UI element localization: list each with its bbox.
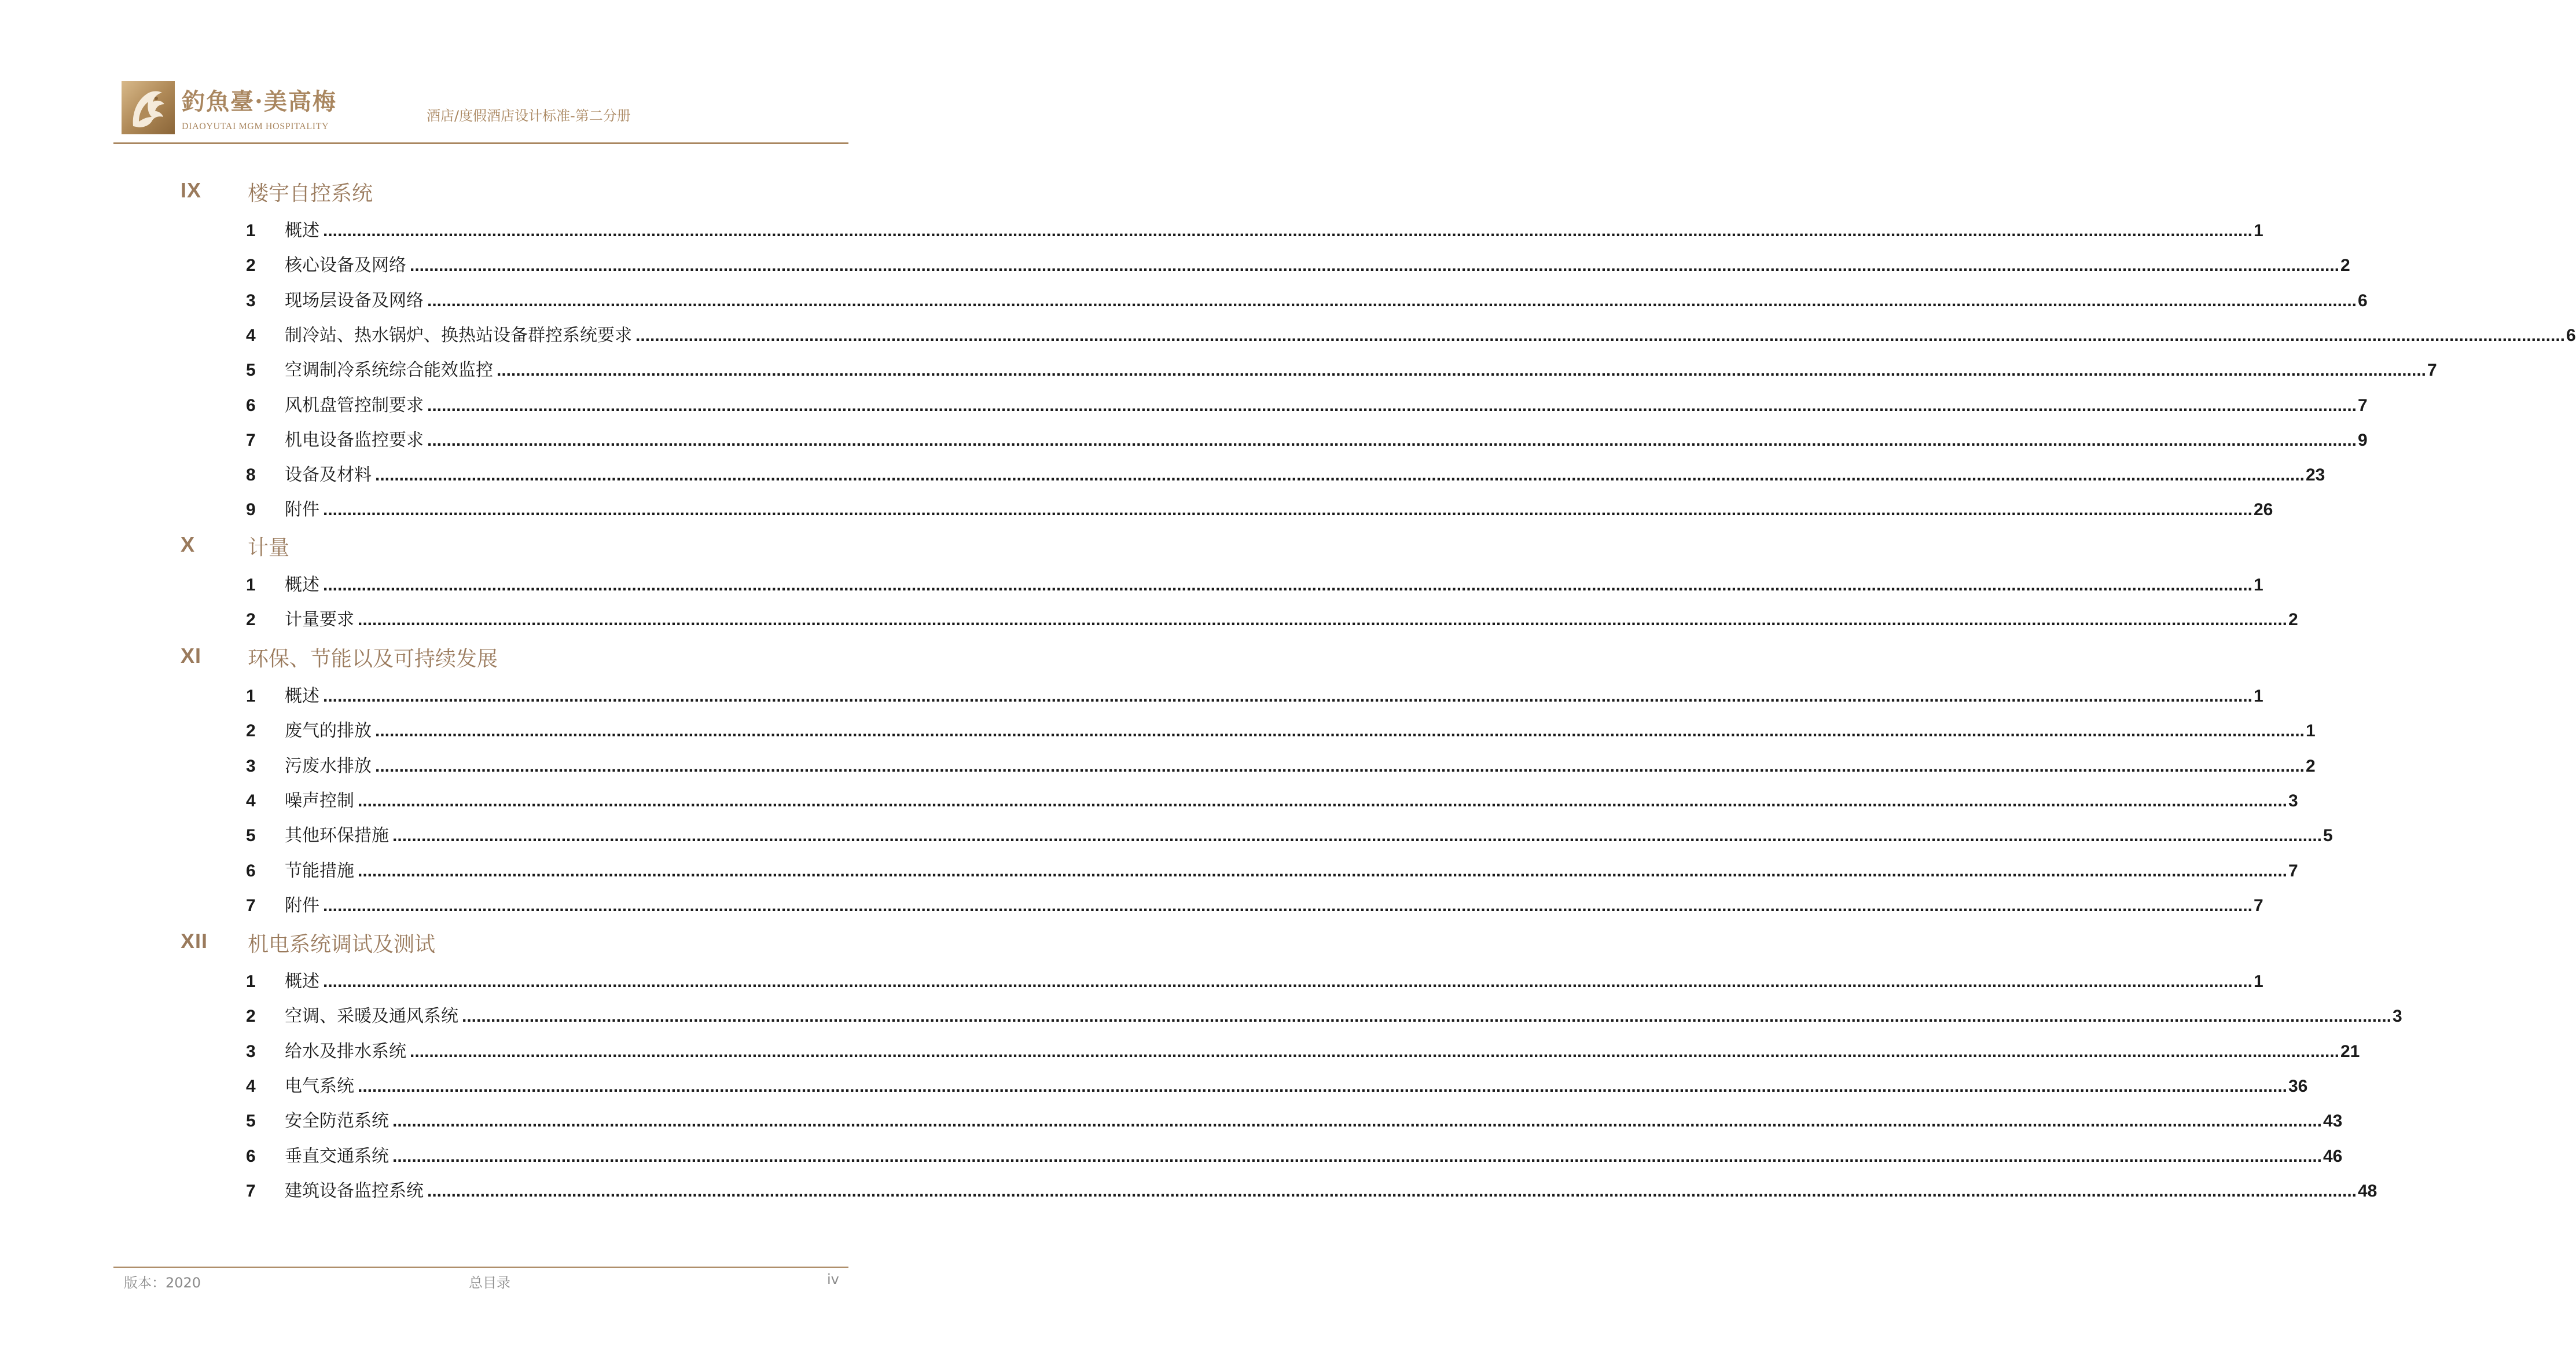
- toc-entry-page: 2: [2288, 610, 2298, 629]
- toc-dot-leader: ................................................................................................................................................................................................................................................................................................................................................................................................................: [375, 465, 2305, 485]
- toc-entry-number: 3: [246, 1042, 256, 1061]
- logo-chinese-name: 釣魚臺·美高梅: [182, 88, 337, 115]
- toc-entry-page: 2: [2340, 256, 2350, 275]
- chapter-title[interactable]: 环保、节能以及可持续发展: [248, 647, 498, 671]
- toc-entry[interactable]: [246, 1072, 2308, 1096]
- toc-entry[interactable]: [246, 495, 2273, 520]
- toc-dot-leader: ................................................................................................................................................................................................................................................................................................................................................................................................................: [358, 791, 2287, 810]
- toc-entry-title: 机电设备监控要求: [285, 430, 424, 450]
- toc-dot-leader: ................................................................................................................................................................................................................................................................................................................................................................................................................: [323, 896, 2252, 915]
- toc-entry-page: 1: [2253, 575, 2263, 595]
- toc-entry-number: 5: [246, 826, 256, 845]
- toc-entry-number: 5: [246, 1111, 256, 1131]
- chapter-numeral: XI: [181, 644, 202, 667]
- chapter-title[interactable]: 楼宇自控系统: [248, 182, 373, 206]
- toc-entry-page: 7: [2427, 361, 2437, 380]
- toc-entry-number: 2: [246, 256, 256, 275]
- toc-entry-title: 垂直交通系统: [285, 1146, 389, 1166]
- toc-entry-page: 3: [2392, 1007, 2402, 1026]
- toc-entry-title: 概述: [285, 575, 319, 595]
- toc-entry[interactable]: [246, 460, 2325, 485]
- toc-entry-page: 7: [2357, 396, 2368, 415]
- toc-entry[interactable]: [246, 286, 2368, 311]
- toc-dot-leader: ................................................................................................................................................................................................................................................................................................................................................................................................................: [427, 291, 2357, 310]
- toc-dot-leader: ................................................................................................................................................................................................................................................................................................................................................................................................................: [410, 256, 2339, 275]
- toc-entry-page: 23: [2305, 465, 2325, 485]
- toc-entry-title: 噪声控制: [285, 791, 354, 811]
- toc-entry[interactable]: [246, 570, 2263, 595]
- toc-entry-page: 1: [2253, 221, 2263, 240]
- toc-dot-leader: ................................................................................................................................................................................................................................................................................................................................................................................................................: [427, 431, 2357, 450]
- toc-entry-title: 节能措施: [285, 861, 354, 881]
- toc-entry-title: 概述: [285, 971, 319, 992]
- toc-entry-number: 2: [246, 610, 256, 629]
- toc-entry-title: 概述: [285, 686, 319, 706]
- toc-dot-leader: ................................................................................................................................................................................................................................................................................................................................................................................................................: [358, 1077, 2287, 1096]
- toc-entry-title: 建筑设备监控系统: [285, 1181, 424, 1201]
- toc-entry-page: 7: [2253, 896, 2263, 915]
- toc-entry-page: 21: [2340, 1042, 2360, 1061]
- toc-entry-title: 核心设备及网络: [285, 255, 406, 276]
- toc-entry-title: 电气系统: [285, 1076, 354, 1096]
- toc-dot-leader: ................................................................................................................................................................................................................................................................................................................................................................................................................: [323, 221, 2252, 240]
- toc-entry-number: 9: [246, 500, 256, 519]
- toc-dot-leader: ................................................................................................................................................................................................................................................................................................................................................................................................................: [358, 610, 2287, 629]
- toc-dot-leader: ................................................................................................................................................................................................................................................................................................................................................................................................................: [635, 326, 2565, 345]
- toc-entry-number: 4: [246, 1077, 256, 1096]
- toc-dot-leader: ................................................................................................................................................................................................................................................................................................................................................................................................................: [462, 1007, 2391, 1026]
- toc-entry-number: 7: [246, 1181, 256, 1201]
- toc-entry-number: 7: [246, 431, 256, 450]
- toc-entry-page: 48: [2357, 1181, 2377, 1201]
- toc-dot-leader: ................................................................................................................................................................................................................................................................................................................................................................................................................: [497, 361, 2426, 380]
- toc-entry-page: 1: [2253, 972, 2263, 991]
- toc-entry-page: 26: [2253, 500, 2273, 519]
- lion-emblem-icon: [122, 81, 175, 134]
- document-title: 酒店/度假酒店设计标准-第二分册: [427, 108, 631, 124]
- toc-dot-leader: ................................................................................................................................................................................................................................................................................................................................................................................................................: [427, 1181, 2357, 1201]
- toc-entry[interactable]: [246, 1106, 2343, 1131]
- toc-entry-number: 6: [246, 1147, 256, 1166]
- toc-entry-number: 2: [246, 721, 256, 740]
- toc-entry-title: 现场层设备及网络: [285, 291, 424, 311]
- footer-divider: [113, 1267, 848, 1268]
- toc-entry-title: 概述: [285, 221, 319, 241]
- footer-version: 版本：2020: [124, 1275, 201, 1291]
- toc-entry-title: 给水及排水系统: [285, 1041, 406, 1062]
- toc-entry-page: 7: [2288, 861, 2298, 880]
- page-header: [0, 0, 957, 145]
- toc-entry[interactable]: [246, 251, 2350, 276]
- toc-entry[interactable]: [246, 355, 2437, 380]
- toc-entry[interactable]: [246, 1142, 2343, 1166]
- toc-entry-page: 1: [2253, 687, 2263, 706]
- toc-entry-number: 1: [246, 972, 256, 991]
- toc-dot-leader: ................................................................................................................................................................................................................................................................................................................................................................................................................: [392, 1147, 2322, 1166]
- toc-entry-page: 3: [2288, 791, 2298, 810]
- toc-entry-number: 6: [246, 861, 256, 880]
- toc-entry-page: 9: [2357, 431, 2368, 450]
- footer-page-number: iv: [827, 1271, 839, 1287]
- toc-entry-page: 2: [2305, 757, 2316, 776]
- toc-entry-title: 空调制冷系统综合能效监控: [285, 360, 493, 380]
- toc-entry-number: 1: [246, 221, 256, 240]
- toc-entry[interactable]: [246, 967, 2263, 992]
- toc-entry-title: 废气的排放: [285, 721, 372, 741]
- toc-entry-title: 计量要求: [285, 610, 354, 630]
- toc-entry-page: 5: [2323, 826, 2333, 845]
- toc-entry-number: 1: [246, 687, 256, 706]
- chapter-numeral: XII: [181, 929, 208, 953]
- toc-dot-leader: ................................................................................................................................................................................................................................................................................................................................................................................................................: [410, 1042, 2339, 1061]
- toc-entry-number: 4: [246, 326, 256, 345]
- toc-entry-page: 46: [2323, 1147, 2343, 1166]
- toc-dot-leader: ................................................................................................................................................................................................................................................................................................................................................................................................................: [392, 826, 2322, 845]
- toc-entry-title: 设备及材料: [285, 465, 372, 485]
- toc-entry-title: 空调、采暖及通风系统: [285, 1006, 458, 1026]
- toc-dot-leader: ................................................................................................................................................................................................................................................................................................................................................................................................................: [375, 757, 2305, 776]
- toc-entry[interactable]: [246, 1176, 2377, 1201]
- chapter-numeral: IX: [181, 178, 202, 202]
- toc-entry[interactable]: [246, 321, 2576, 346]
- toc-entry-title: 附件: [285, 500, 319, 520]
- toc-entry[interactable]: [246, 605, 2298, 630]
- toc-entry[interactable]: [246, 391, 2368, 416]
- toc-dot-leader: ................................................................................................................................................................................................................................................................................................................................................................................................................: [323, 575, 2252, 595]
- toc-entry[interactable]: [246, 821, 2333, 846]
- toc-entry-page: 36: [2288, 1077, 2308, 1096]
- chapter-title[interactable]: 机电系统调试及测试: [248, 933, 436, 956]
- toc-entry-number: 5: [246, 361, 256, 380]
- toc-entry[interactable]: [246, 856, 2298, 881]
- toc-entry[interactable]: [246, 1037, 2360, 1062]
- toc-dot-leader: ................................................................................................................................................................................................................................................................................................................................................................................................................: [323, 687, 2252, 706]
- toc-entry-number: 7: [246, 896, 256, 915]
- chapter-numeral: X: [181, 533, 196, 556]
- toc-entry[interactable]: [246, 751, 2316, 776]
- toc-dot-leader: ................................................................................................................................................................................................................................................................................................................................................................................................................: [323, 500, 2252, 519]
- toc-entry-title: 安全防范系统: [285, 1111, 389, 1131]
- toc-entry-number: 2: [246, 1007, 256, 1026]
- toc-entry-number: 1: [246, 575, 256, 595]
- toc-entry-number: 3: [246, 291, 256, 310]
- toc-entry-title: 其他环保措施: [285, 825, 389, 846]
- toc-entry-page: 6: [2566, 326, 2576, 345]
- toc-entry[interactable]: [246, 425, 2368, 450]
- toc-entry-title: 污废水排放: [285, 756, 372, 776]
- brand-logo: [122, 81, 353, 136]
- toc-entry-number: 3: [246, 757, 256, 776]
- toc-entry[interactable]: [246, 1001, 2402, 1026]
- toc-entry[interactable]: [246, 716, 2316, 741]
- toc-dot-leader: ................................................................................................................................................................................................................................................................................................................................................................................................................: [375, 721, 2305, 740]
- toc-dot-leader: ................................................................................................................................................................................................................................................................................................................................................................................................................: [392, 1111, 2322, 1131]
- toc-entry[interactable]: [246, 891, 2263, 916]
- header-divider: [113, 142, 848, 144]
- toc-entry-title: 制冷站、热水锅炉、换热站设备群控系统要求: [285, 325, 632, 346]
- toc-entry-page: 1: [2305, 721, 2316, 740]
- toc-entry-title: 附件: [285, 896, 319, 916]
- toc-entry-title: 风机盘管控制要求: [285, 395, 424, 416]
- toc-entry-number: 6: [246, 396, 256, 415]
- toc-entry-number: 8: [246, 465, 256, 485]
- chapter-title[interactable]: 计量: [248, 536, 290, 560]
- toc-entry-page: 6: [2357, 291, 2368, 310]
- toc-entry[interactable]: [246, 786, 2298, 811]
- toc-dot-leader: ................................................................................................................................................................................................................................................................................................................................................................................................................: [427, 396, 2357, 415]
- toc-entry[interactable]: [246, 681, 2263, 706]
- toc-entry[interactable]: [246, 216, 2263, 241]
- toc-dot-leader: ................................................................................................................................................................................................................................................................................................................................................................................................................: [358, 861, 2287, 880]
- toc-dot-leader: ................................................................................................................................................................................................................................................................................................................................................................................................................: [323, 972, 2252, 991]
- toc-entry-page: 43: [2323, 1111, 2343, 1131]
- toc-entry-number: 4: [246, 791, 256, 810]
- footer-section-name: 总目录: [469, 1275, 510, 1291]
- logo-english-name: DIAOYUTAI MGM HOSPITALITY: [182, 122, 329, 131]
